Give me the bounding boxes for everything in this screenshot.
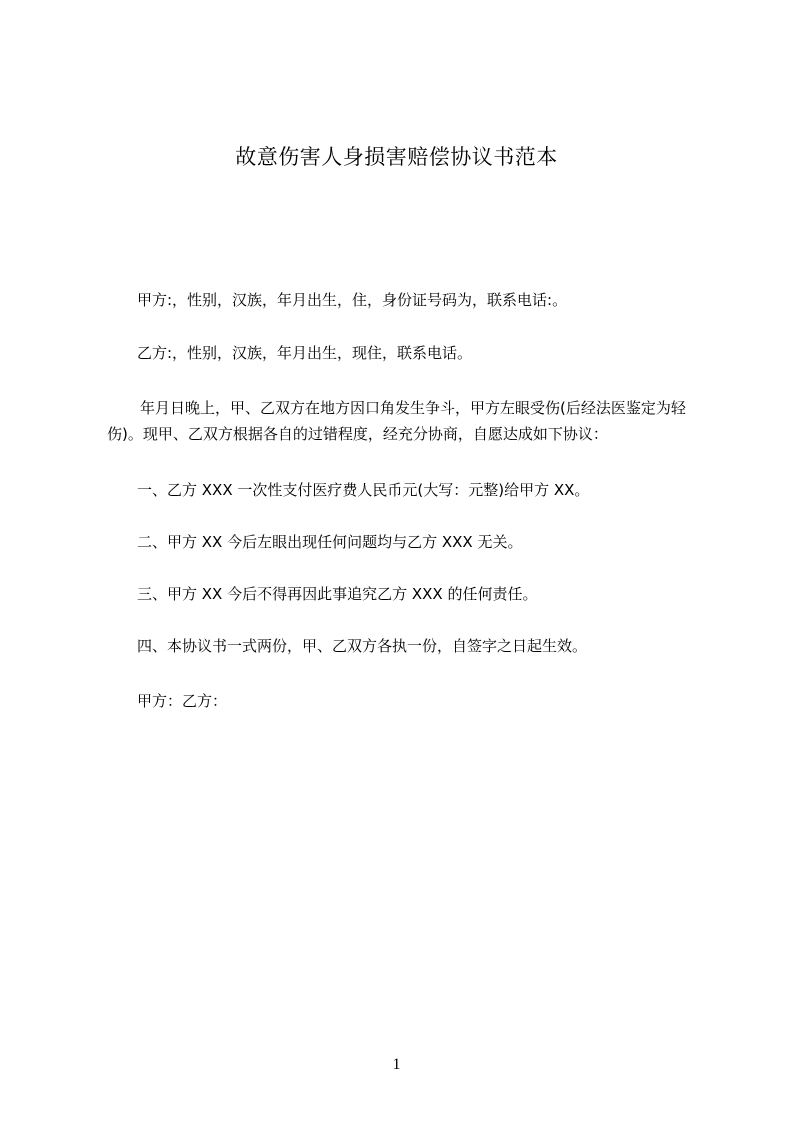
party-b-info: 乙方:，性别，汉族，年月出生，现住，联系电话。 [137, 344, 473, 362]
clause-1: 一、乙方 XXX 一次性支付医疗费人民币元(大写：元整)给甲方 XX。 [137, 481, 590, 499]
incident-paragraph: 年月日晚上，甲、乙双方在地方因口角发生争斗，甲方左眼受伤(后经法医鉴定为轻伤)。现甲、乙双方根据各自的过错程度，经充分协商，自愿达成如下协议： [107, 399, 686, 443]
clause-3: 三、甲方 XX 今后不得再因此事追究乙方 XXX 的任何责任。 [137, 585, 538, 603]
clause-2: 二、甲方 XX 今后左眼出现任何问题均与乙方 XXX 无关。 [137, 533, 523, 551]
document-title: 故意伤害人身损害赔偿协议书范本 [235, 145, 558, 169]
clause-4: 四、本协议书一式两份，甲、乙双方各执一份，自签字之日起生效。 [137, 637, 588, 655]
signature-line: 甲方：乙方： [137, 692, 228, 710]
page-number: 1 [392, 1056, 401, 1073]
party-a-info: 甲方:，性别，汉族，年月出生，住，身份证号码为，联系电话:。 [137, 291, 568, 309]
